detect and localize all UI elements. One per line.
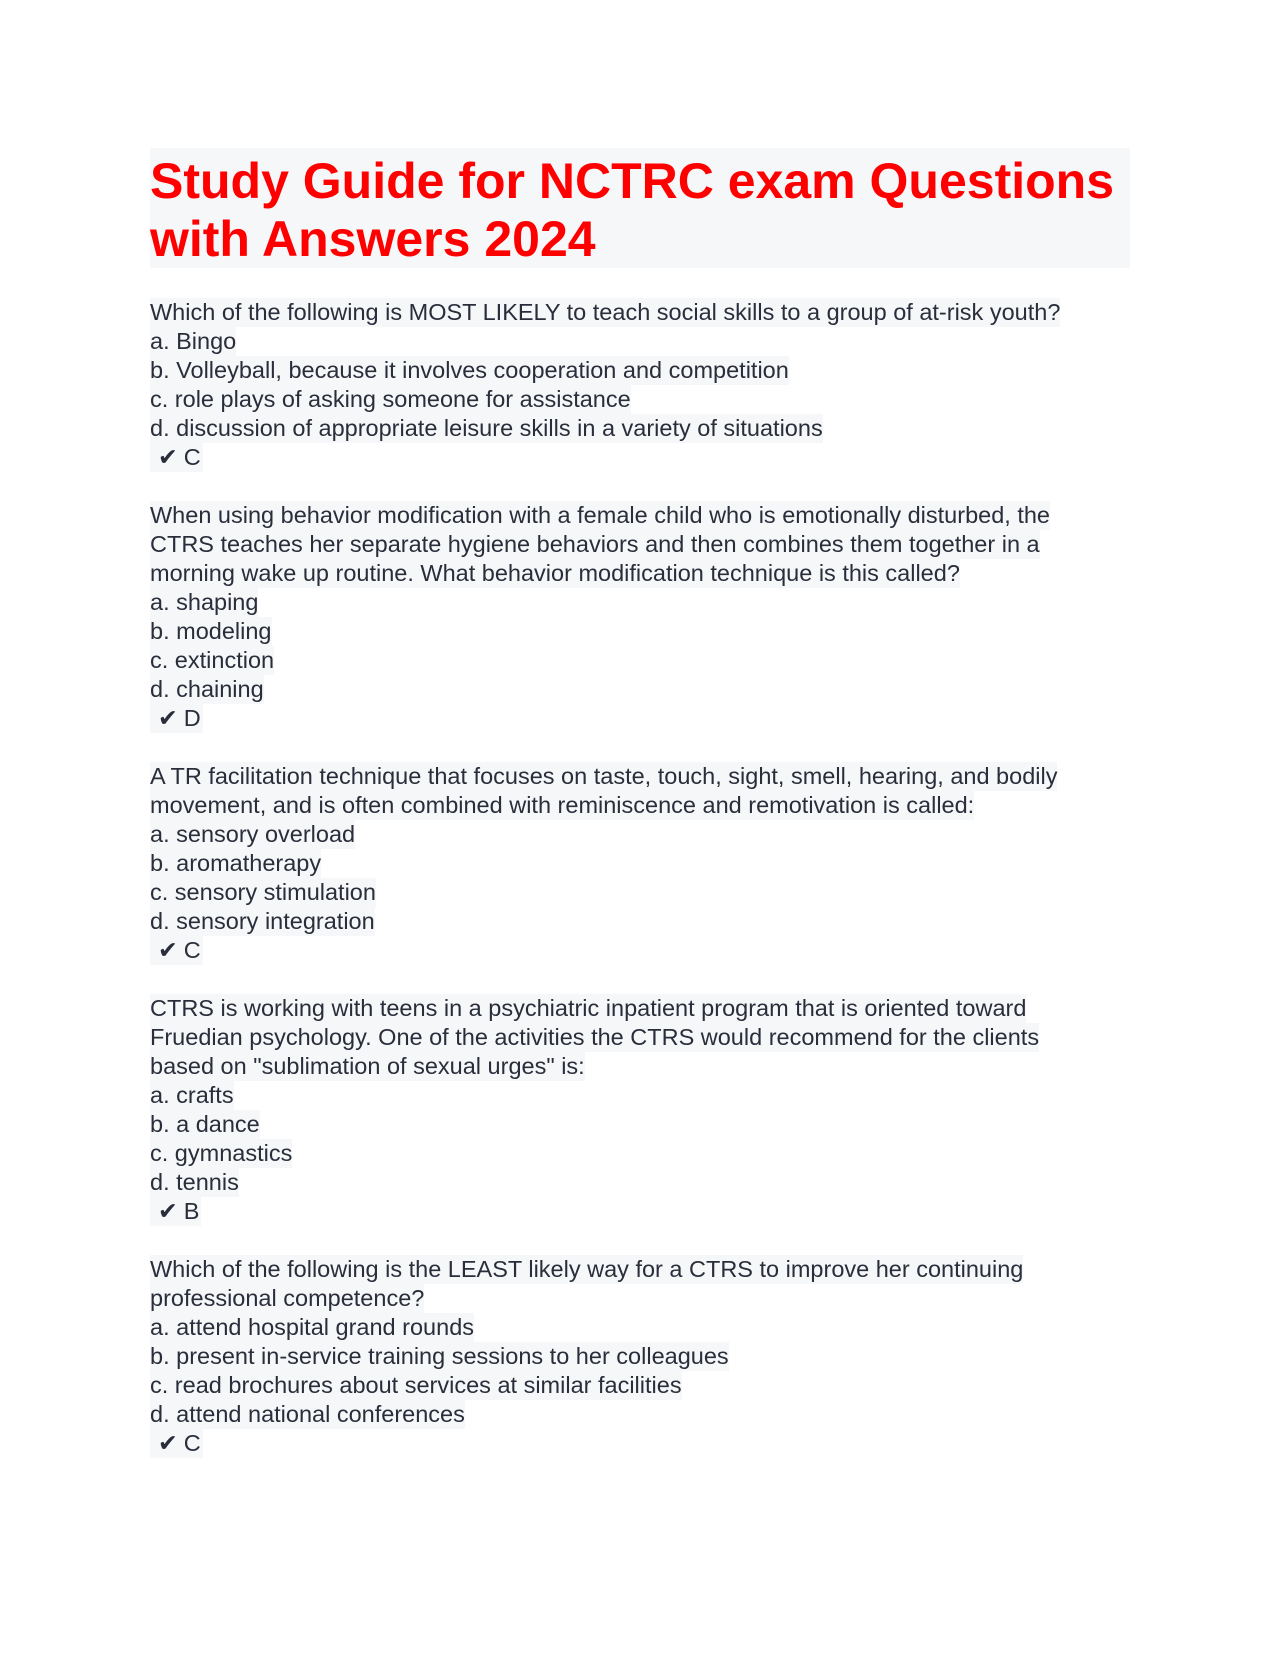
answer-line <box>150 1429 203 1458</box>
question-text-line: Fruedian psychology. One of the activities the CTRS would recommend for the clients <box>150 1024 1040 1050</box>
question-block-2 <box>150 501 1130 733</box>
option-b: b. a dance <box>150 1111 260 1137</box>
checkmark-icon: ✔ <box>158 444 178 470</box>
question-text-line: Which of the following is MOST LIKELY to teach social skills to a group of at-risk youth? <box>150 299 1061 325</box>
option-d: d. discussion of appropriate leisure skills in a variety of situations <box>150 415 823 441</box>
question-text-line: Which of the following is the LEAST likely way for a CTRS to improve her continuing <box>150 1256 1024 1282</box>
option-d: d. chaining <box>150 676 264 702</box>
question-text-line: movement, and is often combined with reminiscence and remotivation is called: <box>150 792 975 818</box>
question-block-4 <box>150 994 1130 1226</box>
question-text-line: When using behavior modification with a female child who is emotionally disturbed, the <box>150 502 1050 528</box>
answer-line <box>150 443 203 472</box>
option-b: b. modeling <box>150 618 272 644</box>
option-c: c. role plays of asking someone for assistance <box>150 386 631 412</box>
option-a: a. sensory overload <box>150 821 356 847</box>
question-text-line: professional competence? <box>150 1285 425 1311</box>
question-block-5 <box>150 1255 1130 1458</box>
answer-letter: B <box>183 1198 200 1224</box>
answer-letter: D <box>183 705 201 731</box>
answer-line <box>150 936 203 965</box>
option-d: d. tennis <box>150 1169 239 1195</box>
answer-letter: C <box>183 1430 201 1456</box>
question-block-3 <box>150 762 1130 965</box>
option-c: c. extinction <box>150 647 275 673</box>
answer-line <box>150 1197 201 1226</box>
question-text-line: based on "sublimation of sexual urges" is: <box>150 1053 585 1079</box>
option-a: a. shaping <box>150 589 259 615</box>
title-line-2: with Answers 2024 <box>150 211 596 267</box>
title-line-1: Study Guide for NCTRC exam Questions <box>150 153 1115 209</box>
answer-line <box>150 704 203 733</box>
option-c: c. read brochures about services at similar facilities <box>150 1372 682 1398</box>
document-page <box>150 148 1130 1458</box>
option-c: c. sensory stimulation <box>150 879 376 905</box>
answer-letter: C <box>183 937 201 963</box>
question-text-line: A TR facilitation technique that focuses on taste, touch, sight, smell, hearing, and bodily <box>150 763 1058 789</box>
checkmark-icon: ✔ <box>158 937 178 963</box>
option-b: b. Volleyball, because it involves cooperation and competition <box>150 357 789 383</box>
option-b: b. aromatherapy <box>150 850 322 876</box>
checkmark-icon: ✔ <box>158 1198 178 1224</box>
question-text-line: CTRS is working with teens in a psychiatric inpatient program that is oriented toward <box>150 995 1027 1021</box>
question-text-line: morning wake up routine. What behavior modification technique is this called? <box>150 560 960 586</box>
option-d: d. attend national conferences <box>150 1401 465 1427</box>
option-d: d. sensory integration <box>150 908 375 934</box>
question-block-1 <box>150 298 1130 472</box>
document-title <box>150 148 1130 268</box>
checkmark-icon: ✔ <box>158 1430 178 1456</box>
option-a: a. attend hospital grand rounds <box>150 1314 475 1340</box>
answer-letter: C <box>183 444 201 470</box>
option-a: a. crafts <box>150 1082 234 1108</box>
checkmark-icon: ✔ <box>158 705 178 731</box>
option-c: c. gymnastics <box>150 1140 293 1166</box>
option-b: b. present in-service training sessions to her colleagues <box>150 1343 729 1369</box>
question-text-line: CTRS teaches her separate hygiene behaviors and then combines them together in a <box>150 531 1040 557</box>
option-a: a. Bingo <box>150 328 237 354</box>
